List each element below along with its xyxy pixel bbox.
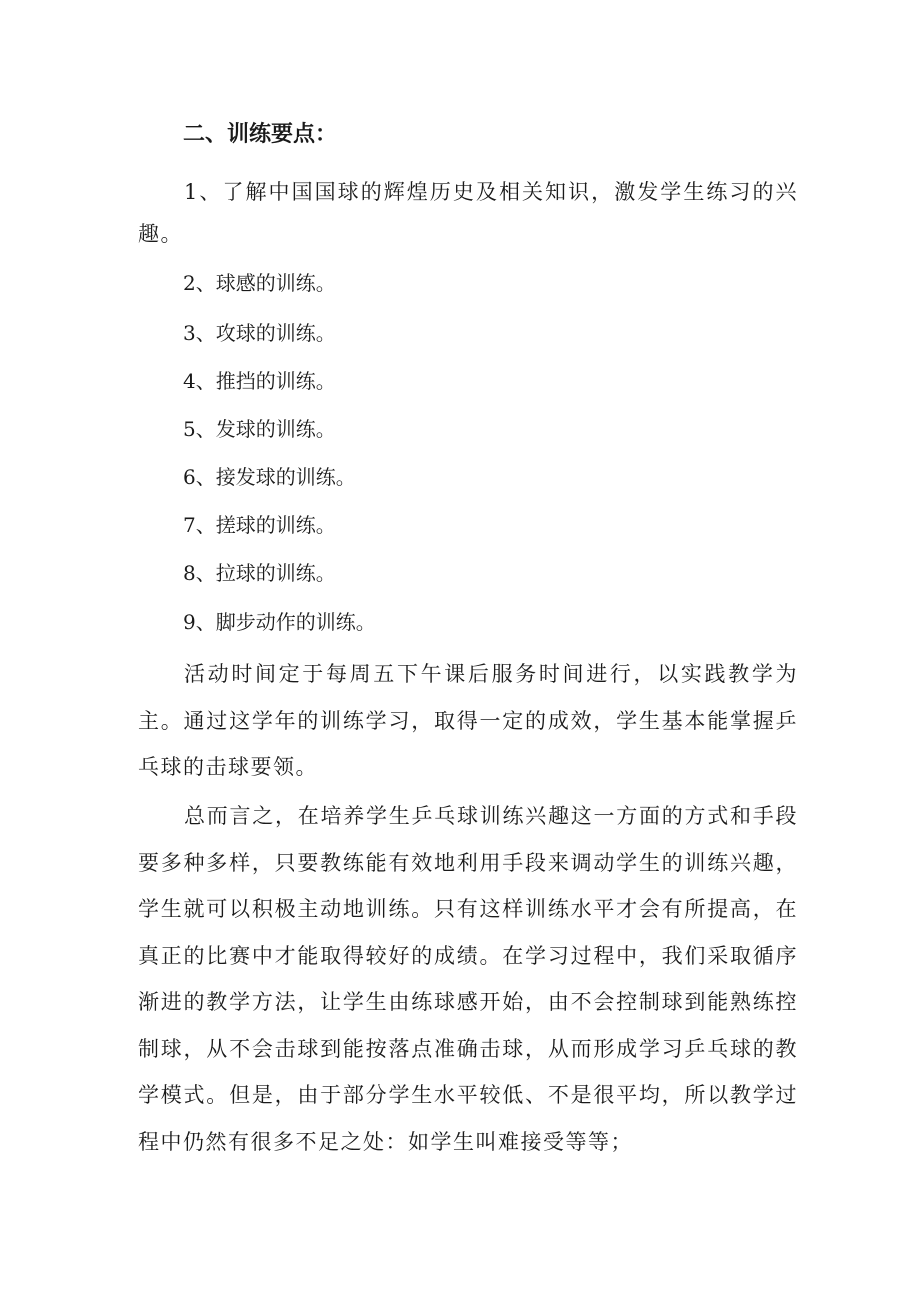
list-item-5: 5、发球的训练。 — [183, 417, 336, 441]
list-item-9: 9、脚步动作的训练。 — [183, 610, 376, 634]
list-item-1: 1、了解中国国球的辉煌历史及相关知识，激发学生练习的兴趣。 — [138, 180, 798, 246]
list-item-3: 3、攻球的训练。 — [183, 321, 336, 345]
list-item-2: 2、球感的训练。 — [183, 271, 336, 295]
section-heading: 二、训练要点： — [183, 122, 338, 147]
paragraph-summary: 总而言之，在培养学生乒乓球训练兴趣这一方面的方式和手段要多种多样，只要教练能有效地利用手段来调动学生的训练兴趣，学生就可以积极主动地训练。只有这样训练水平才会有所提高，在真正的比赛中才能取得较好的成绩。在学习过程中，我们采取循序渐进的教学方法，让学生由练球感开始，由不会控制球到能熟练控制球，从不会击球到能按落点准确击球，从而形成学习乒乓球的教学模式。但是，由于部分学生水平较低、不是很平均，所以教学过程中仍然有很多不足之处：如学生叫难接受等等； — [138, 804, 798, 1154]
list-item-4: 4、推挡的训练。 — [183, 369, 336, 393]
paragraph-activity-time: 活动时间定于每周五下午课后服务时间进行，以实践教学为主。通过这学年的训练学习，取得一定的成效，学生基本能掌握乒乓球的击球要领。 — [138, 662, 798, 779]
list-item-8: 8、拉球的训练。 — [183, 561, 336, 585]
list-item-7: 7、搓球的训练。 — [183, 513, 336, 537]
list-item-6: 6、接发球的训练。 — [183, 465, 356, 489]
